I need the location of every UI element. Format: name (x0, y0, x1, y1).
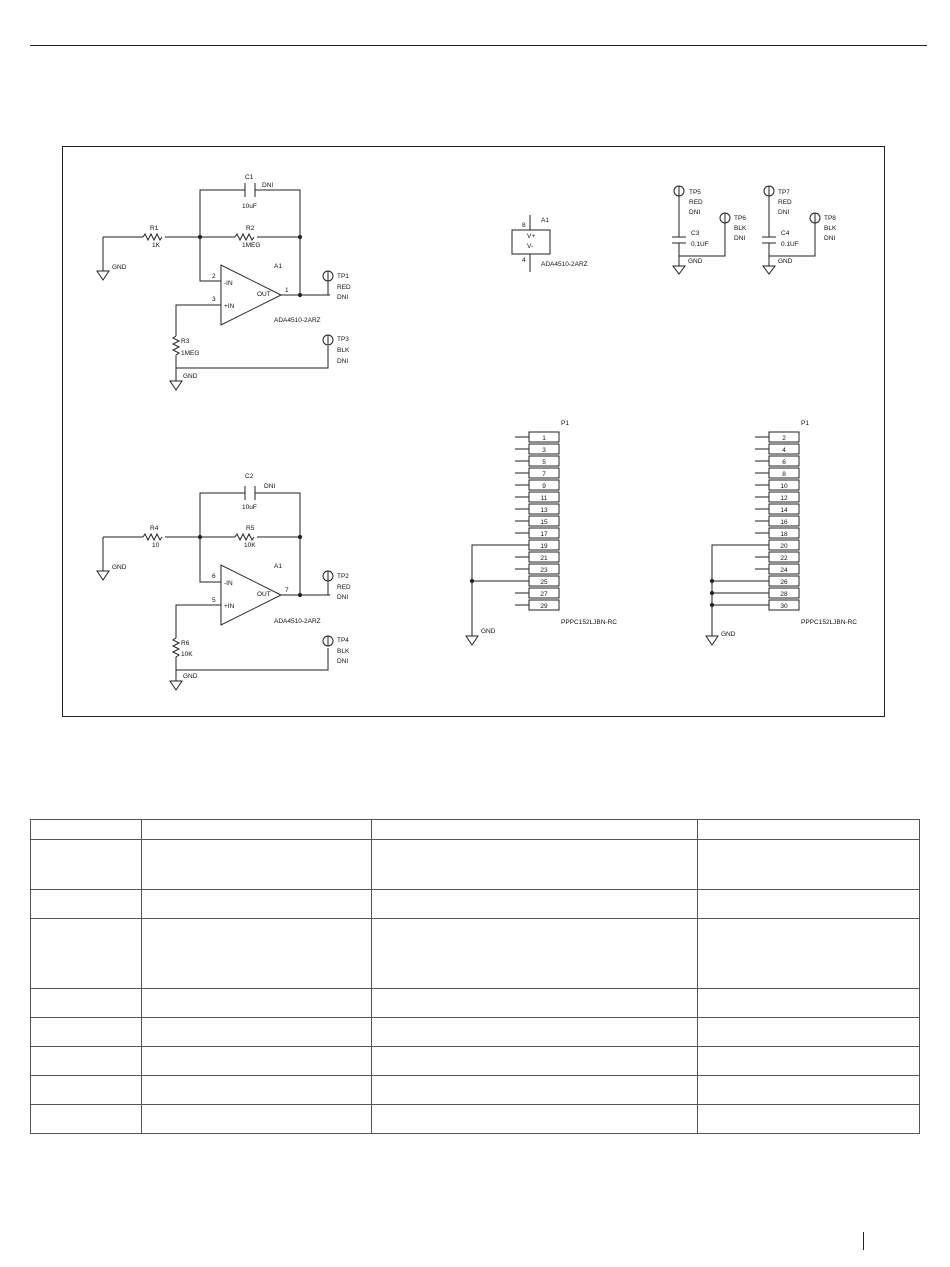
pin-label: +IN (224, 603, 235, 610)
table-cell (31, 1105, 142, 1134)
connector-pin-number: 4 (782, 447, 786, 454)
c3-value: 0.1UF (691, 241, 709, 248)
amp-ref: A1 (274, 263, 282, 270)
circuit-1 (97, 183, 333, 390)
connector-pin-number: 12 (780, 495, 788, 502)
wire (176, 305, 221, 336)
tp1-color: RED (337, 284, 351, 291)
c1-ref: C1 (245, 174, 254, 181)
r2-ref: R2 (246, 225, 255, 232)
tp1-note: DNI (337, 294, 349, 301)
pin-label: OUT (257, 591, 271, 598)
capacitor-c3 (672, 237, 686, 243)
r6-value: 10K (181, 651, 193, 658)
connector-part: PPPC152LJBN-RC (801, 619, 857, 626)
table-cell (142, 890, 372, 919)
capacitor-c2 (245, 486, 255, 500)
wire (472, 545, 529, 636)
table-row (31, 1018, 920, 1047)
table-cell (31, 890, 142, 919)
gnd-label: GND (778, 258, 793, 265)
amp-part: ADA4510-2ARZ (541, 261, 588, 268)
table-row (31, 1047, 920, 1076)
connector-pin-number: 16 (780, 519, 788, 526)
connector-pin-number: 7 (542, 471, 546, 478)
gnd-label: GND (183, 673, 198, 680)
connector-pin-number: 24 (780, 567, 788, 574)
pin-label: -IN (224, 580, 233, 587)
r6-ref: R6 (181, 640, 190, 647)
c2-note: DNI (264, 483, 276, 490)
c3-ref: C3 (691, 230, 700, 237)
c4-ref: C4 (781, 230, 790, 237)
table-cell (31, 1018, 142, 1047)
tp4-note: DNI (337, 658, 349, 665)
amp-part: ADA4510-2ARZ (274, 317, 321, 324)
connector-pin-number: 25 (540, 579, 548, 586)
c1-note: DNI (262, 182, 274, 189)
connector-pin-number: 10 (780, 483, 788, 490)
connector-pin-number: 18 (780, 531, 788, 538)
table-cell (142, 820, 372, 840)
table-cell (698, 1047, 920, 1076)
wire (200, 237, 221, 281)
table-row (31, 1105, 920, 1134)
connector-pin-number: 17 (540, 531, 548, 538)
pin-number: 4 (522, 257, 526, 264)
capacitor-c4 (762, 237, 776, 243)
table-cell (698, 1076, 920, 1105)
connector-pin-number: 22 (780, 555, 788, 562)
wire (176, 648, 328, 670)
r3-ref: R3 (181, 338, 190, 345)
amp-ref: A1 (541, 217, 549, 224)
connector-pin-number: 20 (780, 543, 788, 550)
resistor-r6 (173, 638, 179, 657)
ground-symbol (763, 266, 775, 274)
connector-pin-number: 14 (780, 507, 788, 514)
wire (679, 213, 725, 256)
gnd-label: GND (481, 628, 496, 635)
footer-divider (863, 1232, 864, 1250)
opamp-a1 (221, 265, 281, 325)
tp8-note: DNI (824, 235, 836, 242)
amp-ref: A1 (274, 563, 282, 570)
gnd-label: GND (112, 564, 127, 571)
connector-pin-number: 30 (780, 603, 788, 610)
connector-p1-odd (466, 432, 559, 645)
connector-part: PPPC152LJBN-RC (561, 619, 617, 626)
pin-label: V+ (527, 233, 536, 240)
gnd-label: GND (721, 631, 736, 638)
connector-pin-number: 13 (540, 507, 548, 514)
tp8-ref: TP8 (824, 215, 836, 222)
pin-number: 6 (212, 573, 216, 580)
connector-pin-number: 5 (542, 459, 546, 466)
connector-pin-number: 9 (542, 483, 546, 490)
amp-part: ADA4510-2ARZ (274, 618, 321, 625)
wire (769, 213, 815, 256)
resistor-r5 (235, 534, 254, 540)
junction (710, 591, 713, 594)
table-cell (142, 919, 372, 989)
r1-value: 1K (152, 242, 160, 249)
table-row (31, 1076, 920, 1105)
connector-pin-number: 15 (540, 519, 548, 526)
pin-number: 2 (212, 273, 216, 280)
pin-label: +IN (224, 303, 235, 310)
r5-ref: R5 (246, 525, 255, 532)
connector-pin-number: 21 (540, 555, 548, 562)
tp7-color: RED (778, 199, 792, 206)
resistor-r1 (143, 234, 162, 240)
tp5-color: RED (689, 199, 703, 206)
circuit-2 (97, 486, 333, 690)
table-row (31, 820, 920, 840)
table-row (31, 890, 920, 919)
gnd-label: GND (688, 258, 703, 265)
r5-value: 10K (244, 542, 256, 549)
tp6-ref: TP6 (734, 215, 746, 222)
table-cell (142, 989, 372, 1018)
table-cell (372, 1105, 698, 1134)
capacitor-c1 (245, 183, 255, 197)
connector-pin-number: 2 (782, 435, 786, 442)
resistor-r2 (235, 234, 254, 240)
tp4-color: BLK (337, 648, 350, 655)
table-cell (698, 820, 920, 840)
wire (712, 545, 769, 636)
table-cell (31, 1076, 142, 1105)
tp4-ref: TP4 (337, 637, 349, 644)
pin-label: -IN (224, 280, 233, 287)
r3-value: 1MEG (181, 350, 200, 357)
c4-value: 0.1UF (781, 241, 799, 248)
c2-value: 10uF (242, 504, 257, 511)
connector-pin-number: 29 (540, 603, 548, 610)
table-row (31, 840, 920, 890)
pin-label: V- (527, 243, 534, 250)
connector-ref: P1 (801, 420, 809, 427)
gnd-label: GND (183, 373, 198, 380)
connector-pin-number: 27 (540, 591, 548, 598)
tp3-ref: TP3 (337, 336, 349, 343)
tp5-ref: TP5 (689, 189, 701, 196)
tp3-note: DNI (337, 358, 349, 365)
opamp-a1 (221, 565, 281, 625)
connector-ref: P1 (561, 420, 569, 427)
connector-pin-number: 1 (542, 435, 546, 442)
r1-ref: R1 (150, 225, 159, 232)
tp6-color: BLK (734, 225, 747, 232)
table-cell (698, 989, 920, 1018)
resistor-r3 (173, 336, 179, 355)
tp2-ref: TP2 (337, 573, 349, 580)
ground-symbol (706, 636, 718, 645)
c1-value: 10uF (242, 203, 257, 210)
connector-pin-number: 3 (542, 447, 546, 454)
resistor-r4 (143, 534, 162, 540)
table-cell (698, 890, 920, 919)
ground-symbol (97, 571, 109, 580)
tp7-note: DNI (778, 209, 790, 216)
table-cell (698, 840, 920, 890)
table-cell (372, 1047, 698, 1076)
connector-pin-number: 6 (782, 459, 786, 466)
table-cell (142, 1047, 372, 1076)
tp2-note: DNI (337, 594, 349, 601)
ground-symbol (97, 271, 109, 280)
pin-number: 8 (522, 222, 526, 229)
connector-pin-number: 19 (540, 543, 548, 550)
pin-number: 7 (285, 587, 289, 594)
pin-number: 5 (212, 597, 216, 604)
table-cell (698, 1018, 920, 1047)
r4-value: 10 (152, 542, 160, 549)
table-cell (698, 1105, 920, 1134)
tp6-note: DNI (734, 235, 746, 242)
pin-number: 3 (212, 296, 216, 303)
table-cell (142, 1076, 372, 1105)
ground-symbol (466, 636, 478, 645)
table-cell (372, 820, 698, 840)
connector-pin-number: 11 (540, 495, 548, 502)
connector-pin-number: 28 (780, 591, 788, 598)
connector-pin-number: 23 (540, 567, 548, 574)
table-cell (372, 840, 698, 890)
table-cell (698, 919, 920, 989)
junction (298, 593, 301, 596)
gnd-label: GND (112, 264, 127, 271)
pin-label: OUT (257, 291, 271, 298)
table-cell (31, 820, 142, 840)
table-cell (31, 840, 142, 890)
table-row (31, 919, 920, 989)
table-cell (372, 989, 698, 1018)
tp2-color: RED (337, 584, 351, 591)
junction (470, 579, 473, 582)
table-cell (142, 1018, 372, 1047)
ground-symbol (170, 681, 182, 690)
wire (176, 605, 221, 638)
connector-pin-number: 26 (780, 579, 788, 586)
tp3-color: BLK (337, 347, 350, 354)
table-cell (31, 1047, 142, 1076)
table-cell (372, 1076, 698, 1105)
ground-symbol (170, 381, 182, 390)
table-row (31, 989, 920, 1018)
junction (710, 603, 713, 606)
junction (710, 579, 713, 582)
ground-symbol (673, 266, 685, 274)
tp1-ref: TP1 (337, 273, 349, 280)
junction (298, 293, 301, 296)
table-cell (142, 1105, 372, 1134)
c2-ref: C2 (245, 473, 254, 480)
table-cell (372, 890, 698, 919)
tp8-color: BLK (824, 225, 837, 232)
tp5-note: DNI (689, 209, 701, 216)
pin-number: 1 (285, 287, 289, 294)
connector-p1-even (706, 432, 799, 645)
r4-ref: R4 (150, 525, 159, 532)
table-cell (31, 919, 142, 989)
table-cell (142, 840, 372, 890)
wire (200, 537, 221, 582)
table-cell (372, 1018, 698, 1047)
tp7-ref: TP7 (778, 189, 790, 196)
r2-value: 1MEG (242, 242, 261, 249)
table-cell (372, 919, 698, 989)
bill-of-materials-table (30, 819, 920, 1134)
connector-pin-number: 8 (782, 471, 786, 478)
table-cell (31, 989, 142, 1018)
